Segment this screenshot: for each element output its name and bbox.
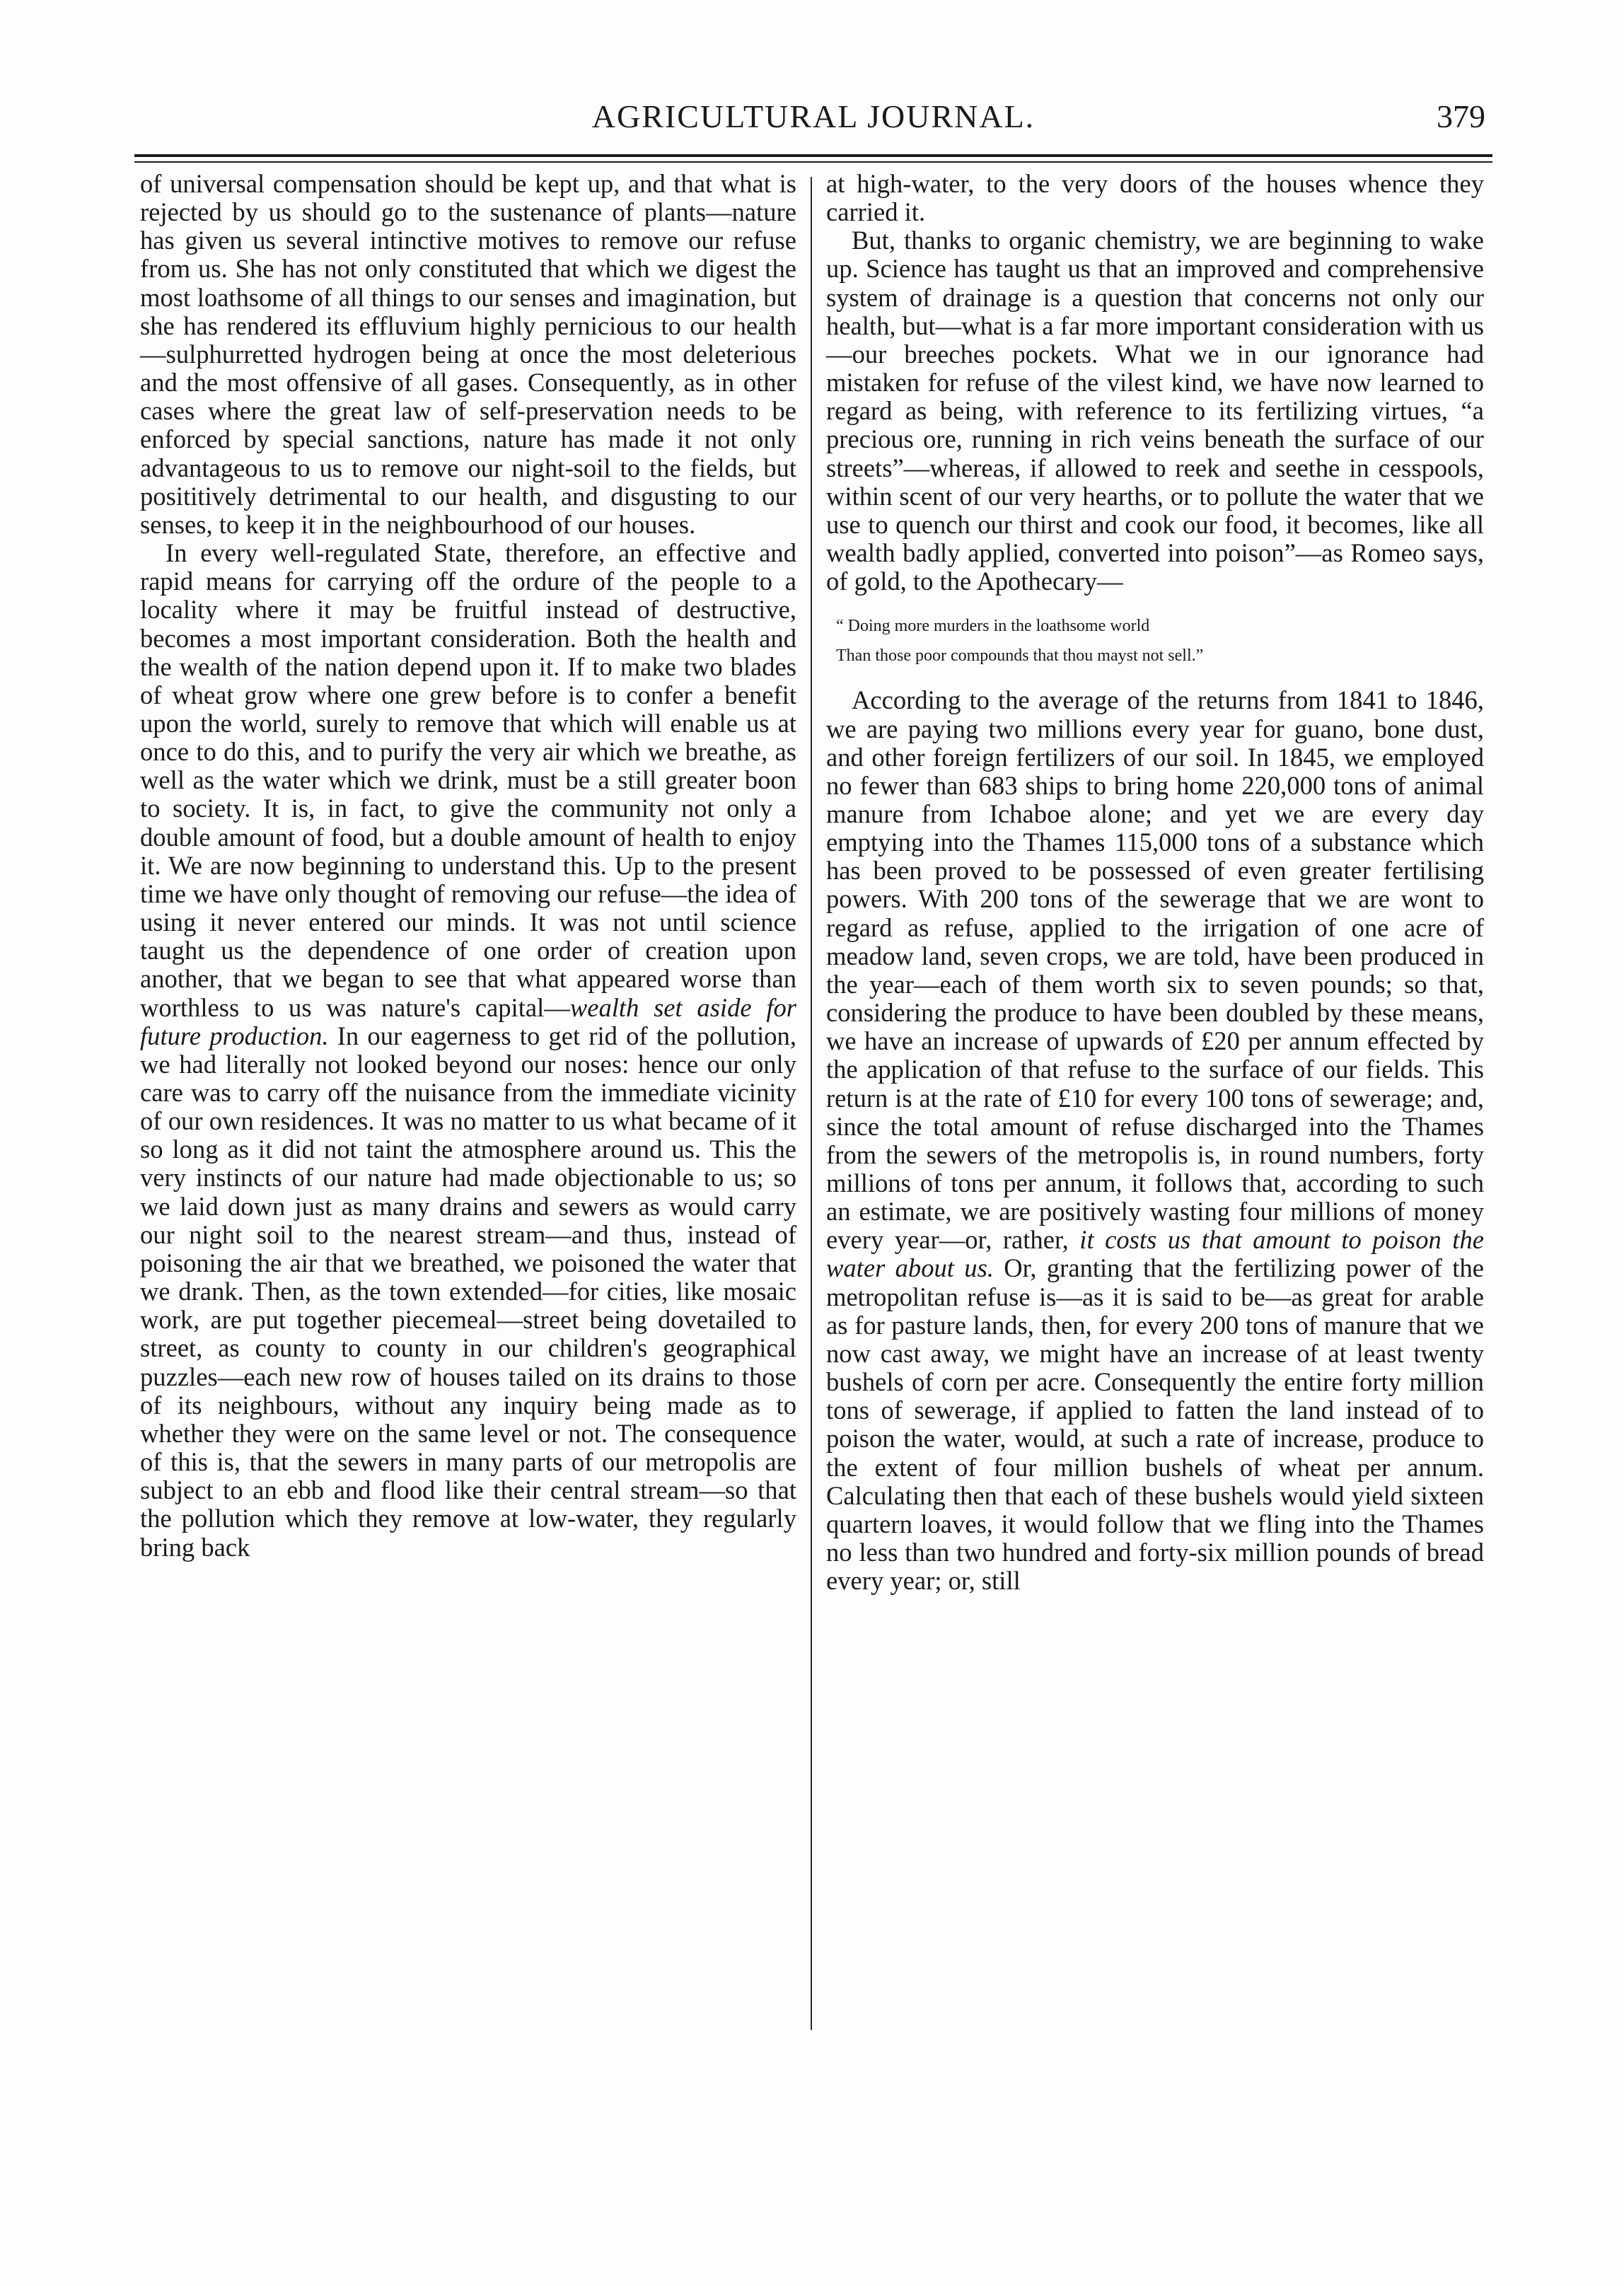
right-paragraph-3-part-a: According to the average of the returns from 1841 to 1846, we are paying two millions every year for guano, bone dust, and other foreign fertilizers of our soil. In 1845, we employed no fewer than 683 ships to bring home 220,000 tons of animal manure from Ichaboe alone; and yet we are every day emptying into the Thames 115,000 tons of a substance which has been proved to be possessed of even greater fertilising powers. With 200 tons of the sewerage that we are wont to regard as refuse, applied to the irrigation of one acre of meadow land, seven crops, we are told, have been produced in the year—each of them worth six to seven pounds; so that, considering the produce to have been doubled by these means, we have an increase of upwards of £20 per annum effected by the application of that refuse to the surface of our fields. This return is at the rate of £10 for every 100 tons of sewerage; and, since the total amount of refuse discharged into the Thames from the sewers of the metropolis is, in round numbers, forty millions of tons per annum, it follows that, according to such an estimate, we are positively wasting four millions of money every year—or, rather,: [826, 685, 1484, 1255]
shakespeare-quote: [826, 611, 1484, 671]
header-rule-thin: [134, 161, 1492, 163]
left-paragraph-2-part-a: In every well-regulated State, therefore, an effective and rapid means for carrying off the ordure of the people to a locality where it may be fruitful instead of destructive, becomes a most important consideration. Both the health and the wealth of the nation depend upon it. If to make two blades of wheat grow where one grew before is to confer a benefit upon the world, surely to remove that which will enable us at once to do this, and to purify the very air which we breathe, as well as the water which we drink, must be a still greater boon to society. It is, in fact, to give the community not only a double amount of food, but a double amount of health to enjoy it. We are now beginning to understand this. Up to the present time we have only thought of removing our refuse—the idea of using it never entered our minds. It was not until science taught us the dependence of one order of creation upon another, that we began to see that what appeared worse than worthless to us was nature's capital—: [140, 538, 796, 1022]
page-header: [134, 98, 1492, 147]
page-number: 379: [1437, 98, 1485, 134]
left-paragraph-2: [140, 539, 796, 1562]
running-title: AGRICULTURAL JOURNAL.: [591, 98, 1036, 134]
header-rule-thick: [134, 154, 1492, 157]
quote-line-1: “ Doing more murders in the loathsome world: [836, 617, 1150, 636]
right-paragraph-3-italic: it costs us that amount to poison the water about us.: [826, 1225, 1484, 1283]
right-paragraph-2: But, thanks to organic chemistry, we are beginning to wake up. Science has taught us that an improved and comprehensive system of drainage is a question that concerns not only our health, but—what is a far more important consideration with us—our breeches pockets. What we in our ignorance had mistaken for refuse of the vilest kind, we have now learned to regard as being, with reference to its fertilizing virtues, “a precious ore, running in rich veins beneath the surface of our streets”—whereas, if allowed to reek and seethe in cesspools, within scent of our very hearths, or to pollute the water that we use to quench our thirst and cook our food, it becomes, like all wealth badly applied, converted into poison”—as Romeo says, of gold, to the Apothecary—: [826, 226, 1484, 596]
right-paragraph-3-part-b: Or, granting that the fertilizing power of the metropolitan refuse is—as it is said to be—as great for arable as for pasture lands, then, for every 200 tons of manure that we now cast away, we might have an increase of at least twenty bushels of corn per acre. Consequently the entire forty million tons of sewerage, if applied to fatten the land instead of to poison the water, would, at such a rate of increase, produce to the extent of four million bushels of wheat per annum. Calculating then that each of these bushels would yield sixteen quartern loaves, it would follow that we fling into the Thames no less than two hundred and forty-six million pounds of bread every year; or, still: [826, 1253, 1484, 1596]
column-divider: [811, 177, 812, 2030]
left-paragraph-1: of universal compensation should be kept up, and that what is rejected by us should go to the sustenance of plants—nature has given us several intinctive motives to remove our refuse from us. She has not only constituted that which we digest the most loathsome of all things to our senses and imagination, but she has rendered its effluvium highly pernicious to our health—sulphurretted hydrogen being at once the most deleterious and the most offensive of all gases. Consequently, as in other cases where the great law of self-preservation needs to be enforced by special sanctions, nature has made it not only advantageous to us to remove our night-soil to the fields, but posititively detrimental to our health, and disgusting to our senses, to keep it in the neighbourhood of our houses.: [140, 169, 796, 539]
right-paragraph-3: [826, 686, 1484, 1595]
right-paragraph-1: at high-water, to the very doors of the houses whence they carried it.: [826, 169, 1484, 227]
left-column: [140, 170, 796, 1562]
quote-line-2: Than those poor compounds that thou mayst not sell.”: [836, 646, 1204, 666]
right-column: [826, 170, 1484, 1595]
left-paragraph-2-part-b: In our eagerness to get rid of the pollution, we had literally not looked beyond our noses: hence our only care was to carry off the nuisance from the immediate vicinity of our own residences. It was no matter to us what became of it so long as it did not taint the atmosphere around us. This the very instincts of our nature had made objectionable to us; so we laid down just as many drains and sewers as would carry our night soil to the nearest stream—and thus, instead of poisoning the air that we breathed, we poisoned the water that we drank. Then, as the town extended—for cities, like mosaic work, are put together piecemeal—street being dovetailed to street, as county to county in our children's geographical puzzles—each new row of houses tailed on its drains to those of its neighbours, without any inquiry being made as to whether they were on the same level or not. The consequence of this is, that the sewers in many parts of our metropolis are subject to an ebb and flood like their central stream—so that the pollution which they remove at low-water, they regularly bring back: [140, 1021, 796, 1562]
left-paragraph-2-italic: wealth set aside for future production.: [140, 992, 797, 1050]
